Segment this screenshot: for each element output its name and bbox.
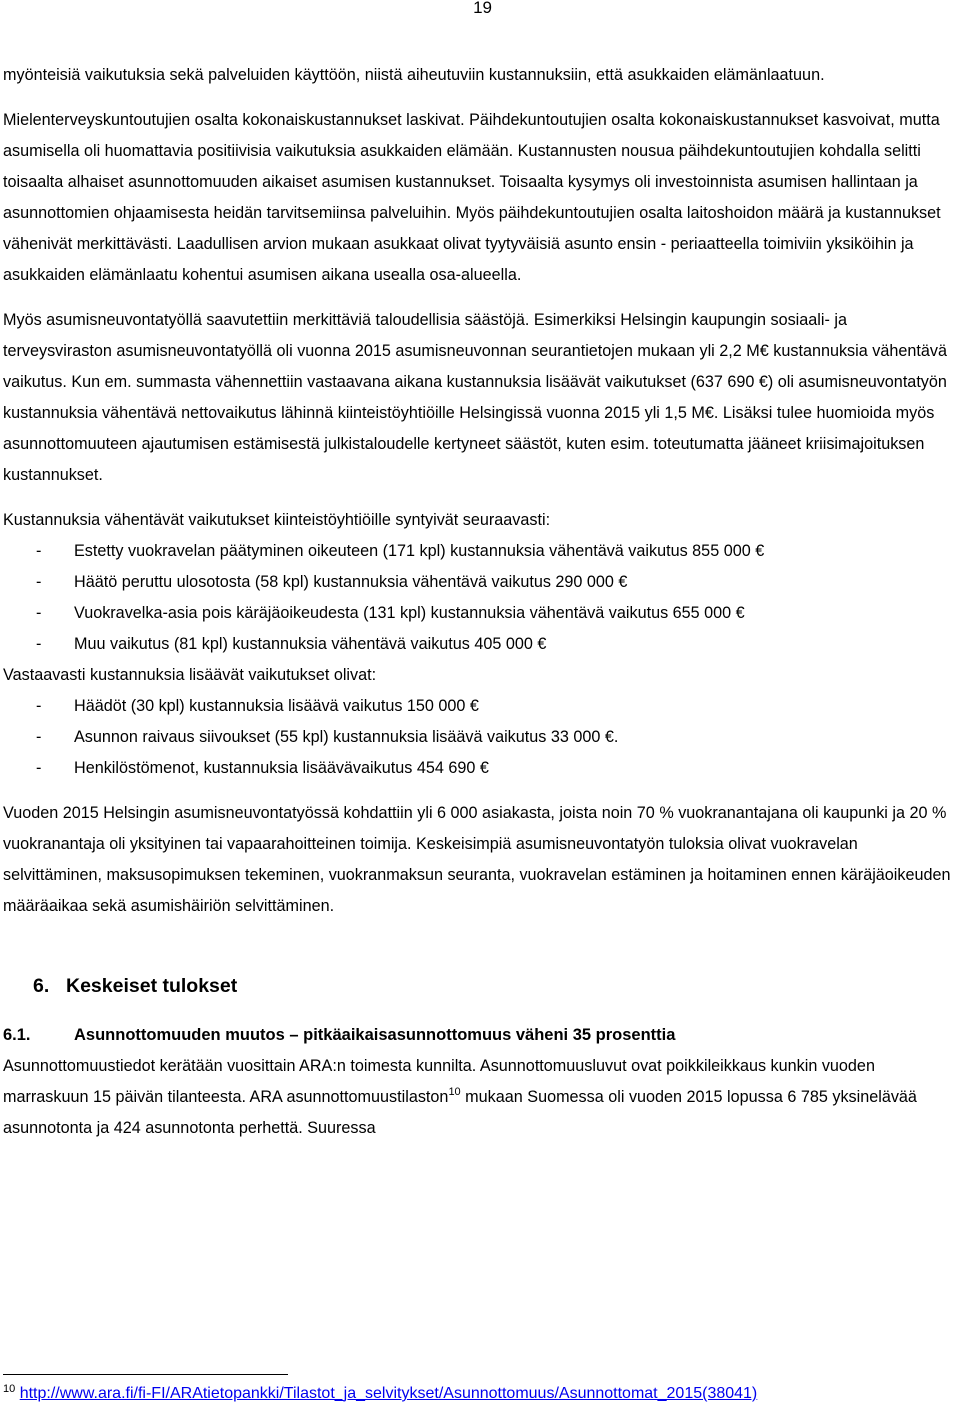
footnote-link[interactable]: http://www.ara.fi/fi-FI/ARAtietopankki/Tilastot_ja_selvitykset/Asunnottomuus/Asunnottomat_2015(38041) [19, 1385, 758, 1402]
paragraph-homelessness: Asunnottomuustiedot kerätään vuosittain ARA:n toimesta kunnilta. Asunnottomuusluvut ovat poikkileikkaus kunkin vuoden marraskuun 15 päivän tilanteesta. ARA asunnottomuustilaston$^{10}$ mukaan Suomessa oli vuoden 2015 lopussa 6 785 yksinelävää asunnotonta ja 424 asunnotonta perhettä. Suuressa [3, 1057, 917, 1137]
section-title: Keskeiset tulokset [66, 975, 238, 997]
paragraph-counselling-savings: Myös asumisneuvontatyöllä saavutettiin merkittäviä taloudellisia säästöjä. Esimerkiksi Helsingin kaupungin sosiaali- ja terveysviraston asumisneuvontatyöllä oli vuonna 2015 asumisneuvonnan seurantietojen mukaan yli 2,2 M€ kustannuksia vähentävä vaikutus. Kun em. summasta vähennettiin vastaavana aikana kustannuksia lisäävät vaikutukset (637 690 €) oli asumisneuvontatyön kustannuksia vähentävä nettovaikutus lähinnä kiinteistöyhtiöille Helsingissä vuonna 2015 yli 1,5 M€. Lisäksi tulee huomioida myös asunnottomuuteen ajautumisen estämisestä julkistaloudelle kertyneet säästöt, kuten esim. toteutumatta jääneet kriisimajoituksen kustannukset. [3, 311, 947, 484]
footnote [3, 1385, 757, 1403]
section-number: 6. [33, 975, 50, 997]
list-intro-reducing: Kustannuksia vähentävät vaikutukset kiinteistöyhtiöille syntyivät seuraavasti: [3, 511, 551, 529]
footnote-separator [3, 1374, 288, 1375]
paragraph-clients: Vuoden 2015 Helsingin asumisneuvontatyössä kohdattiin yli 6 000 asiakasta, joista noin 70 % vuokranantajana oli kaupunki ja 20 % vuokranantaja oli yksityinen tai vapaarahoitteinen toimija. Keskeisimpiä asumisneuvontatyön tuloksia olivat vuokravelan selvittäminen, maksusopimuksen tekeminen, vuokranmaksun seuranta, vuokravelan estäminen ja hoitaminen ennen käräjäoikeuden määräaikaa sekä asumishäiriön selvittäminen. [3, 804, 951, 915]
subsection-number: 6.1. [3, 1026, 31, 1044]
list-increasing [3, 691, 953, 784]
list-reducing [3, 536, 953, 660]
subsection-heading [3, 1020, 953, 1051]
list-item: - Häätö peruttu ulosotosta (58 kpl) kustannuksia vähentävä vaikutus 290 000 € [3, 567, 953, 598]
list-dash: - [36, 542, 42, 560]
list-item: - Muu vaikutus (81 kpl) kustannuksia vähentävä vaikutus 405 000 € [3, 629, 953, 660]
section-heading [3, 972, 953, 1000]
page-number: 19 [473, 0, 492, 17]
list-dash: - [36, 573, 42, 591]
list-dash: - [36, 604, 42, 622]
paragraph-intro: myönteisiä vaikutuksia sekä palveluiden käyttöön, niistä aiheutuviin kustannuksiin, että asukkaiden elämänlaatuun. [3, 66, 825, 84]
list-item: - Vuokravelka-asia pois käräjäoikeudesta (131 kpl) kustannuksia vähentävä vaikutus 655 000 € [3, 598, 953, 629]
list-dash: - [36, 728, 42, 746]
list-dash: - [36, 635, 42, 653]
paragraph-costs: Mielenterveyskuntoutujien osalta kokonaiskustannukset laskivat. Päihdekuntoutujien osalta kokonaiskustannukset kasvoivat, mutta asumisella oli huomattavia positiivisia vaikutuksia asukkaiden elämään. Kustannusten nousua päihdekuntoutujien kohdalla selitti toisaalta alhaiset asunnottomuuden aikaiset asumisen kustannukset. Toisaalta kysymys oli investoinnista asumisen hallintaan ja asunnottomien ohjaamisesta heidän tarvitsemiinsa palveluihin. Myös päihdekuntoutujien osalta laitoshoidon määrä ja kustannukset vähenivät merkittävästi. Laadullisen arvion mukaan asukkaat olivat tyytyväisiä asunto ensin - periaatteella toimiviin yksiköihin ja asukkaiden elämänlaatu kohentui asumisen aikana usealla osa-alueella. [3, 111, 941, 284]
footnote-number: 10 [3, 1383, 16, 1395]
list-intro-increasing: Vastaavasti kustannuksia lisäävät vaikutukset olivat: [3, 666, 377, 684]
list-dash: - [36, 697, 42, 715]
list-dash: - [36, 759, 42, 777]
list-item: - Asunnon raivaus siivoukset (55 kpl) kustannuksia lisäävä vaikutus 33 000 €. [3, 722, 953, 753]
document-body [3, 60, 953, 1144]
footnote-ref[interactable]: 10 [448, 1086, 461, 1098]
list-item: - Estetty vuokravelan päätyminen oikeuteen (171 kpl) kustannuksia vähentävä vaikutus 855 000 € [3, 536, 953, 567]
list-item: - Häädöt (30 kpl) kustannuksia lisäävä vaikutus 150 000 € [3, 691, 953, 722]
subsection-title: Asunnottomuuden muutos – pitkäaikaisasunnottomuus väheni 35 prosenttia [74, 1026, 676, 1044]
list-item: - Henkilöstömenot, kustannuksia lisäävävaikutus 454 690 € [3, 753, 953, 784]
